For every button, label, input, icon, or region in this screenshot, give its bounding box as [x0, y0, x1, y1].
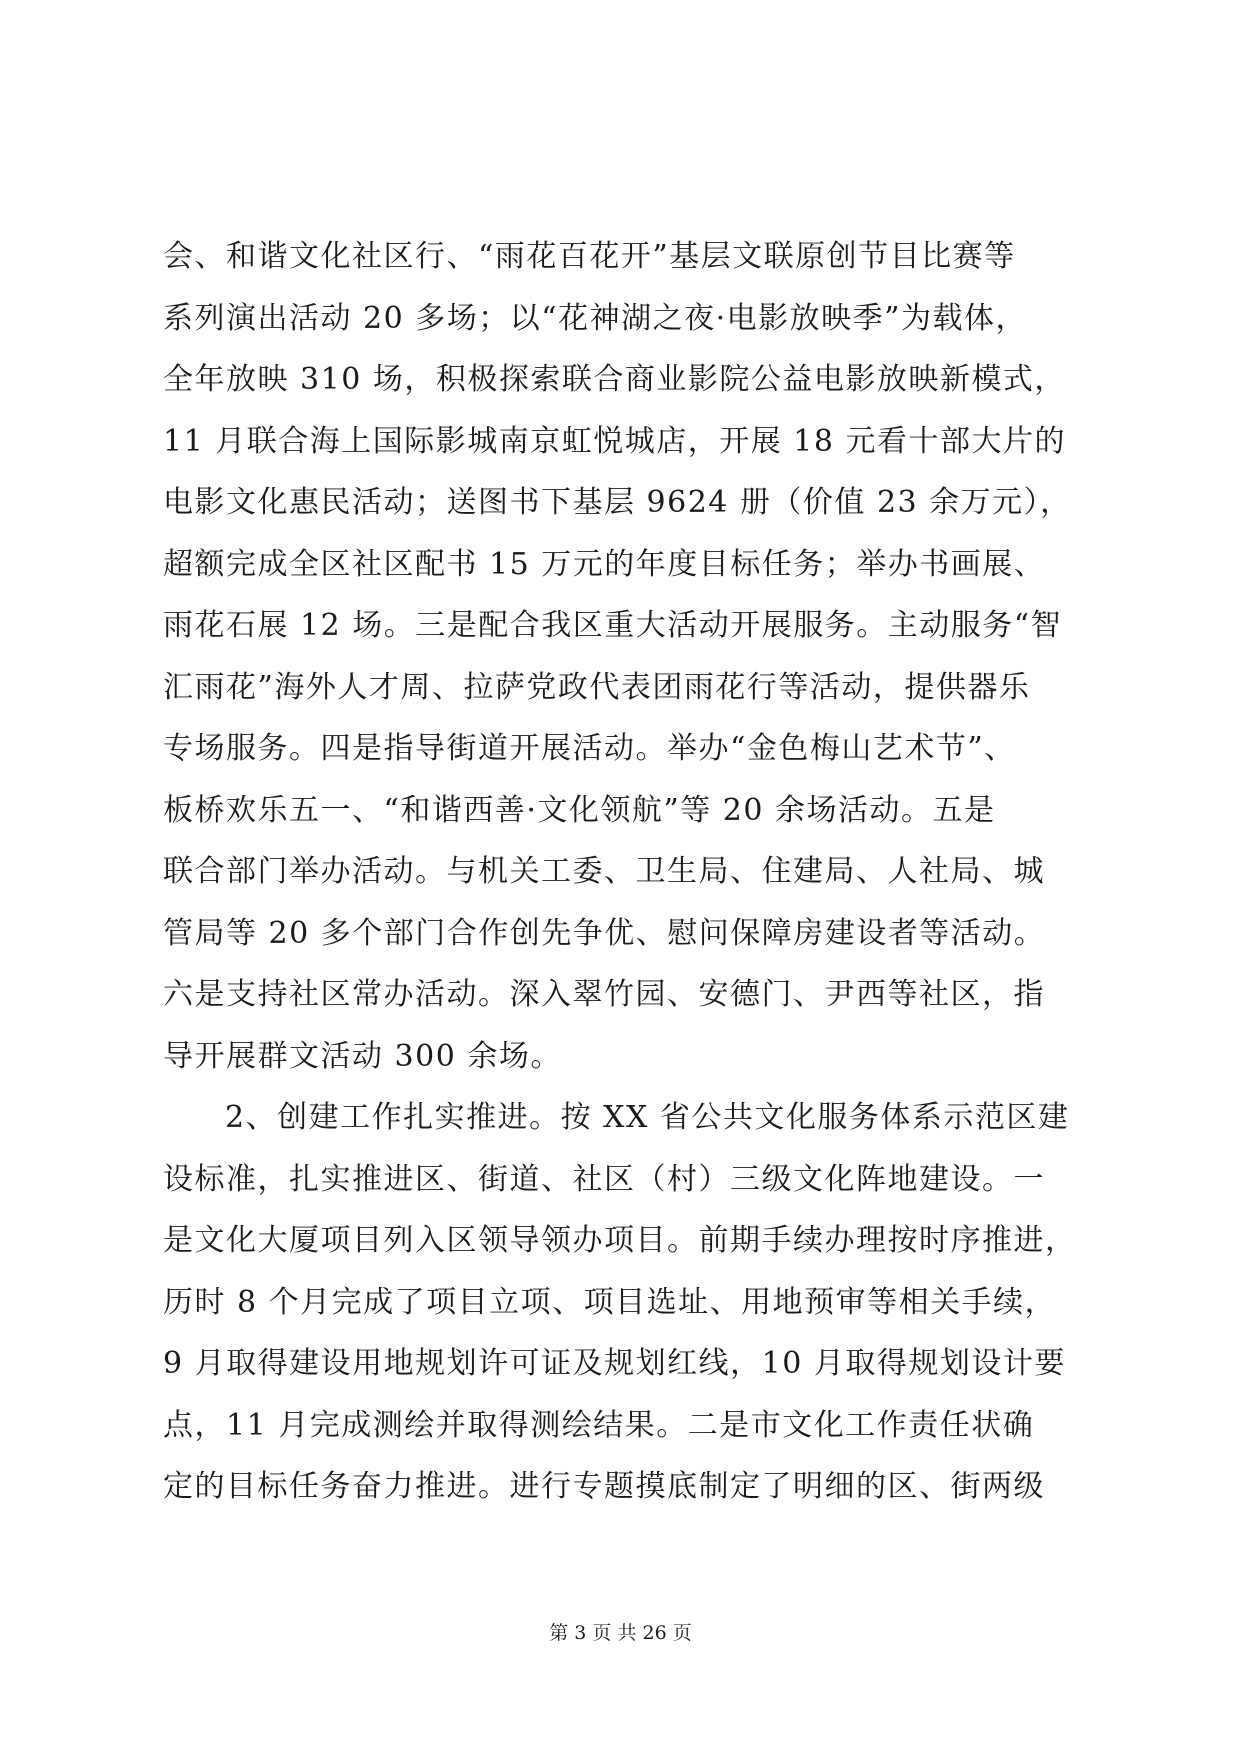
text-line: 全年放映 310 场，积极探索联合商业影院公益电影放映新模式， [163, 362, 1066, 397]
text-line: 设标准，扎实推进区、街道、社区（村）三级文化阵地建设。一 [163, 1161, 1045, 1197]
text-line: 9 月取得建设用地规划许可证及规划红线，10 月取得规划设计要 [163, 1346, 1066, 1381]
text-line: 电影文化惠民活动；送图书下基层 9624 册（价值 23 余万元）， [163, 485, 1072, 520]
text-line: 导开展群文活动 300 余场。 [163, 1038, 562, 1074]
text-line: 11 月联合海上国际影城南京虹悦城店，开展 18 元看十部大片的 [163, 423, 1066, 459]
text-line: 超额完成全区社区配书 15 万元的年度目标任务；举办书画展、 [163, 546, 1046, 582]
text-line: 板桥欢乐五一、“和谐西善·文化领航”等 20 余场活动。五是 [163, 792, 996, 828]
text-line: 定的目标任务奋力推进。进行专题摸底制定了明细的区、街两级 [163, 1469, 1045, 1504]
text-line: 汇雨花”海外人才周、拉萨党政代表团雨花行等活动，提供器乐 [163, 669, 1031, 705]
text-line: 雨花石展 12 场。三是配合我区重大活动开展服务。主动服务“智 [163, 608, 1063, 643]
text-line: 系列演出活动 20 多场；以“花神湖之夜·电影放映季”为载体， [163, 300, 1027, 336]
body-text [163, 226, 1083, 1518]
page-number-footer: 第 3 页 共 26 页 [549, 1622, 692, 1644]
text-line: 联合部门举办活动。与机关工委、卫生局、住建局、人社局、城 [163, 854, 1045, 889]
text-line: 管局等 20 多个部门合作创先争优、慰问保障房建设者等活动。 [163, 915, 1046, 951]
text-line: 六是支持社区常办活动。深入翠竹园、安德门、尹西等社区，指 [163, 977, 1045, 1012]
paragraph-start-line: 2、创建工作扎实推进。按 XX 省公共文化服务体系示范区建 [225, 1100, 1070, 1135]
text-line: 会、和谐文化社区行、“雨花百花开”基层文联原创节目比赛等 [163, 239, 1016, 274]
text-line: 专场服务。四是指导街道开展活动。举办“金色梅山艺术节”、 [163, 731, 1016, 766]
text-line: 点，11 月完成测绘并取得测绘结果。二是市文化工作责任状确 [163, 1407, 1035, 1443]
text-line: 历时 8 个月完成了项目立项、项目选址、用地预审等相关手续， [163, 1284, 1057, 1320]
text-line: 是文化大厦项目列入区领导领办项目。前期手续办理按时序推进， [163, 1223, 1077, 1258]
